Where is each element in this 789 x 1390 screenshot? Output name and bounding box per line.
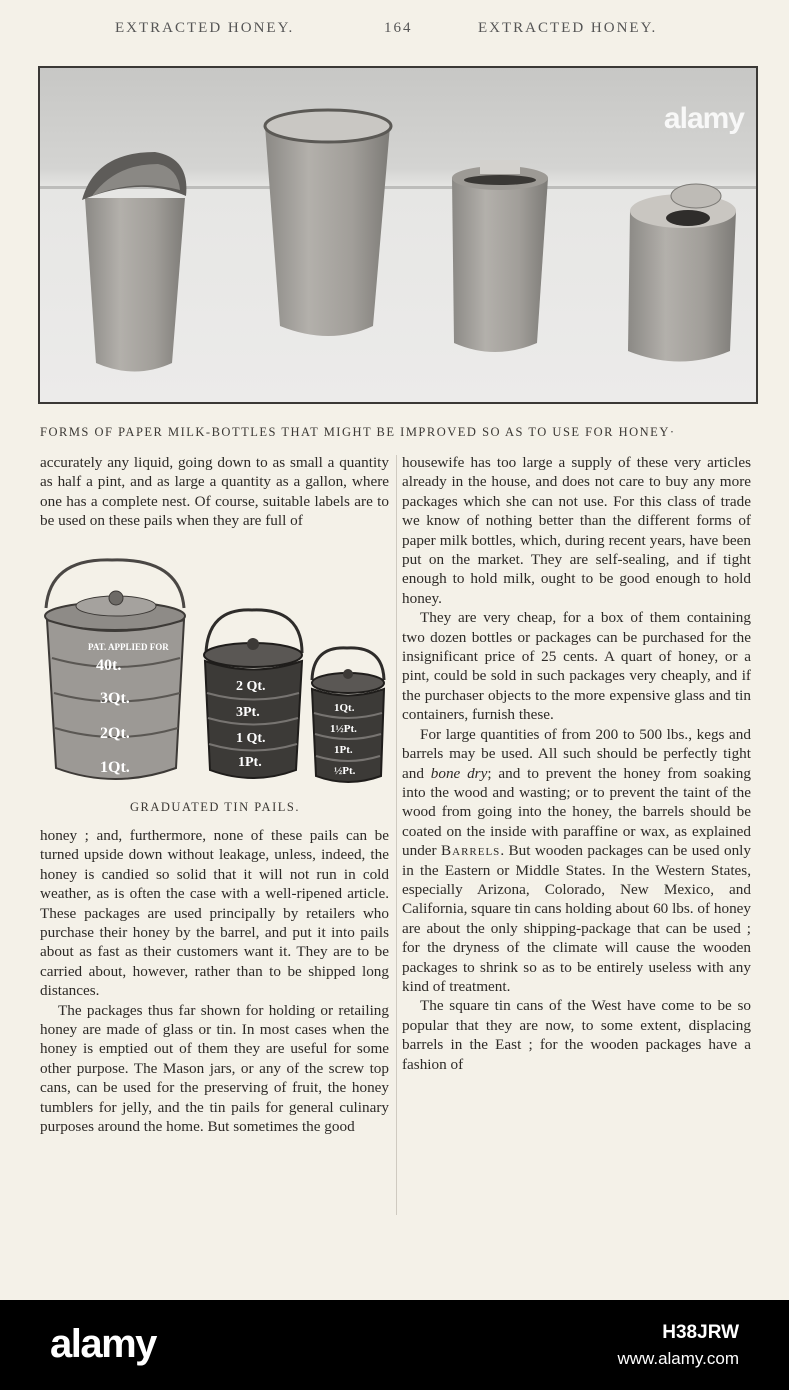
text-run: ; and to prevent the honey from soaking into the wood and wasting; or to prevent the taint of the wood from going into the honey, the barrels should be coated on the inside with paraffine or wax, as explained under	[402, 764, 751, 860]
milk-bottles-illustration	[40, 68, 756, 402]
left-column-bottom	[40, 826, 389, 1137]
emphasis-text: bone dry	[430, 764, 488, 782]
paper-bottle-tall	[265, 110, 391, 336]
paragraph: The square tin cans of the West have come to be so popular that they are now, to some extent, displacing barrels in the East ; for the wooden packages have a fashion of	[402, 997, 751, 1073]
large-tin-pail	[45, 560, 185, 779]
running-header	[0, 20, 789, 44]
pail-label: 2 Qt.	[236, 679, 266, 694]
header-title-left: EXTRACTED HONEY.	[115, 20, 295, 36]
pail-label: 1½Pt.	[330, 723, 357, 735]
pail-label: 3Pt.	[236, 705, 260, 720]
image-id: H38JRW	[662, 1322, 739, 1343]
pail-label: 1Pt.	[334, 744, 353, 756]
column-divider	[396, 455, 397, 1215]
left-column-top	[40, 453, 389, 531]
pail-label: 1Qt.	[100, 759, 130, 776]
stock-footer-bar	[0, 1300, 789, 1390]
right-column	[402, 453, 751, 1074]
text-run: For large quantities of from 200 to 500 lbs., kegs and barrels may be used. All such should be perfectly tight and	[402, 725, 751, 782]
photo-caption: FORMS OF PAPER MILK-BOTTLES THAT MIGHT BE IMPROVED SO AS TO USE FOR HONEY·	[40, 425, 676, 439]
tin-pails-illustration	[40, 558, 390, 794]
pail-label: 1 Qt.	[236, 731, 266, 746]
pail-label: 1Pt.	[238, 755, 262, 770]
pail-label: 1Qt.	[334, 702, 355, 714]
cross-reference-link: Barrels	[441, 842, 501, 860]
paragraph-barrels	[402, 725, 751, 997]
text-run: . But wooden packages can be used only in the Eastern or Middle States. In the Western States, especially Arizona, Colorado, New Mexico, and California, square tin cans holding about 60 lbs. of honey are about the only shipping-package that can be used ; for the dryness of the climate will cause the wooden packages to shrink so as to be entirely useless with any kind of treatment.	[402, 842, 751, 995]
pail-label: 40t.	[96, 657, 122, 674]
site-url: www.alamy.com	[617, 1349, 739, 1368]
milk-bottles-photo	[38, 66, 758, 404]
small-tin-pail	[312, 648, 384, 782]
pail-label: ½Pt.	[334, 765, 356, 777]
pail-label: 2Qt.	[100, 725, 130, 742]
alamy-logo: alamy	[50, 1322, 156, 1366]
paper-bottle-capped	[628, 184, 736, 362]
medium-tin-pail	[204, 610, 302, 778]
paragraph: The packages thus far shown for holding or retailing honey are made of glass or tin. In most cases when the honey is emptied out of them they are useful for some other purpose. The Mason jars, or any of the screw top cans, can be used for the preserving of fruit, the honey tumblers for jelly, and the tin pails for general culinary purposes around the home. But sometimes the good	[40, 1001, 389, 1136]
pails-caption: GRADUATED TIN PAILS.	[130, 800, 300, 814]
paragraph: They are very cheap, for a box of them containing two dozen bottles or packages can be purchased for the insignificant price of 25 cents. A quart of honey, or a pint, could be sold in such packages very cheaply, and if the purchaser objects to the more expensive glass and tin containers, furnish these.	[402, 609, 751, 724]
paragraph: honey ; and, furthermore, none of these pails can be turned upside down without leakage, unless, indeed, the honey is candied so solid that it will not run in cold weather, as is often the case with a well-ripened article. These packages are used principally by retailers who purchase their honey by the barrel, and put it into pails about as fast as their customers want it. They are to be carried about, however, rather than to be shipped long distances.	[40, 827, 389, 1000]
header-title-right: EXTRACTED HONEY.	[478, 20, 658, 36]
page-number: 164	[384, 20, 413, 36]
paragraph: housewife has too large a supply of these very articles already in the house, and does not care to buy any more packages which she can not use. For this class of trade we know of nothing better than the different forms of paper milk bottles, which, during recent years, have been put on the market. They are self-sealing, and if tight enough to hold milk, ought to be good enough to hold honey.	[402, 454, 751, 607]
image-info	[617, 1320, 739, 1372]
patent-label: PAT. APPLIED FOR	[88, 642, 169, 652]
paper-bottle-open-flap	[82, 152, 186, 372]
pail-label: 3Qt.	[100, 690, 130, 707]
paper-bottle-lidded	[452, 160, 548, 352]
watermark-logo: alamy	[663, 102, 744, 135]
paragraph: accurately any liquid, going down to as small a quantity as half a pint, and as large a quantity as a gallon, where one has a complete nest. Of course, suitable labels are to be used on these pails when they are full of	[40, 454, 389, 530]
